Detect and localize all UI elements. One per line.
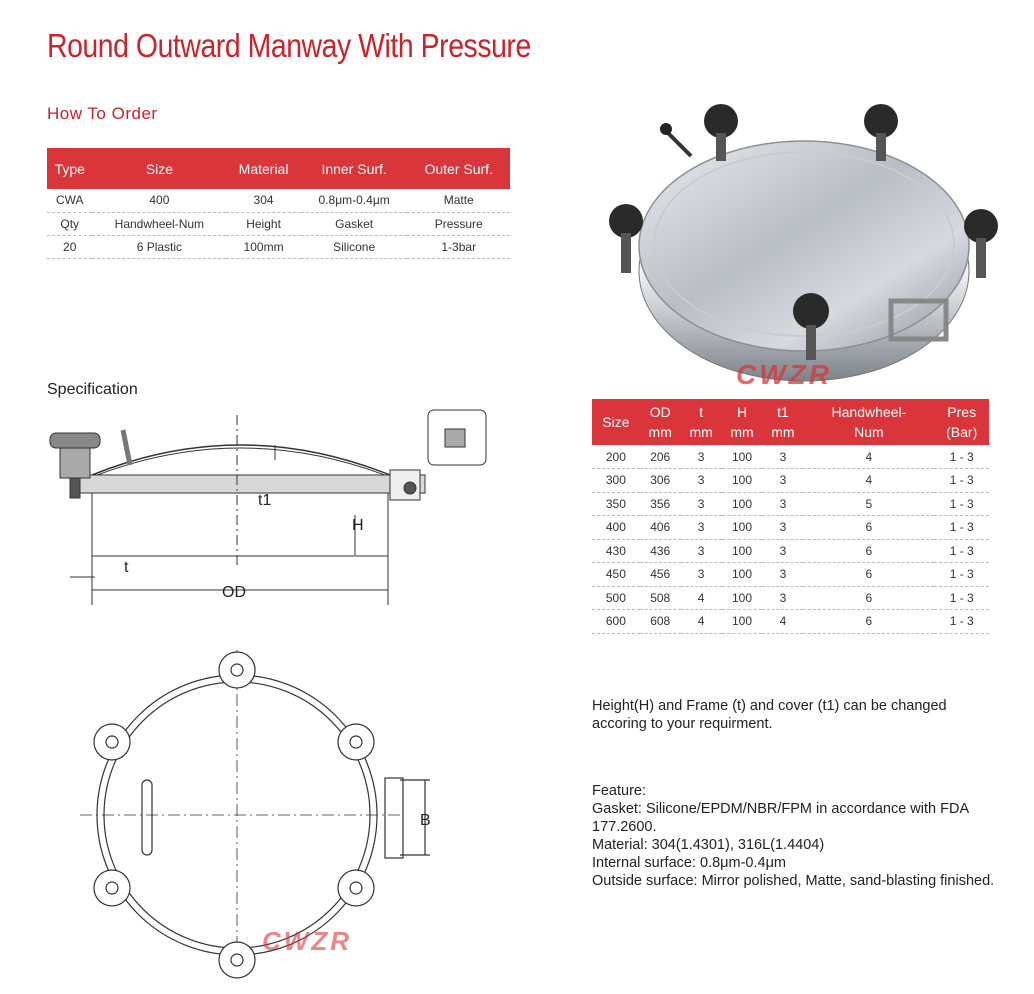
table-row [47,235,510,258]
table-cell: Silicone [301,235,408,258]
table-cell: Matte [407,189,510,212]
spec-table-header [592,399,989,445]
table-cell: 406 [640,516,681,540]
table-cell: 3 [681,492,722,516]
table-cell: 100 [722,563,763,587]
table-row [592,539,989,563]
table-cell: 430 [592,539,640,563]
table-cell: 100mm [226,235,301,258]
header-line: t [699,404,704,420]
table-cell: 6 [803,610,934,634]
feature-line: Outside surface: Mirror polished, Matte, sand-blasting finished. [592,873,995,889]
feature-line: Material: 304(1.4301), 316L(1.4404) [592,837,825,853]
label-h: H [352,517,364,534]
table-cell: 1 - 3 [934,516,989,540]
table-cell: 3 [762,492,803,516]
header-h [722,399,763,445]
header-line: (Bar) [946,424,978,440]
page-title: Round Outward Manway With Pressure [47,27,531,64]
table-cell: 5 [803,492,934,516]
header-line: mm [771,424,795,440]
table-cell: 1 - 3 [934,492,989,516]
header-size [592,399,640,445]
header-line: mm [730,424,754,440]
table-cell: 100 [722,586,763,610]
table-cell: 4 [681,586,722,610]
table-row [47,189,510,212]
header-line: t1 [777,404,789,420]
table-cell: 1 - 3 [934,586,989,610]
table-cell: 100 [722,445,763,469]
table-cell: 400 [92,189,226,212]
feature-line: Internal surface: 0.8μm-0.4μm [592,855,787,871]
table-cell: 600 [592,610,640,634]
table-cell: 6 Plastic [92,235,226,258]
table-cell: 3 [762,539,803,563]
table-cell: 0.8μm-0.4μm [301,189,408,212]
table-cell: 3 [681,469,722,493]
table-cell: 3 [762,586,803,610]
table-cell: 1 - 3 [934,563,989,587]
table-cell: 450 [592,563,640,587]
table-cell: 3 [762,516,803,540]
table-cell: 1 - 3 [934,469,989,493]
header-material: Material [226,148,301,189]
table-cell: 206 [640,445,681,469]
table-cell: 306 [640,469,681,493]
note-text: Height(H) and Frame (t) and cover (t1) can be changed accoring to your requirment. [592,698,947,732]
spec-table [592,399,989,634]
table-row [592,563,989,587]
table-cell: 3 [681,563,722,587]
header-t1 [762,399,803,445]
feature-line: Gasket: Silicone/EPDM/NBR/FPM in accordance with FDA 177.2600. [592,801,969,835]
table-row [592,445,989,469]
order-table-header [47,148,510,189]
how-to-order-heading: How To Order [47,104,158,123]
header-line: Size [602,414,630,430]
header-type: Type [47,148,92,189]
table-cell: 356 [640,492,681,516]
table-row [592,586,989,610]
header-size: Size [92,148,226,189]
table-cell: 6 [803,586,934,610]
header-line: H [736,404,748,420]
table-cell: 6 [803,563,934,587]
photo-watermark: CWZR [736,359,832,390]
label-b: B [420,812,431,829]
table-cell: 4 [803,469,934,493]
table-row [47,212,510,235]
table-cell: Pressure [407,212,510,235]
table-row [592,516,989,540]
header-line: Pres [947,404,977,420]
table-cell: 6 [803,539,934,563]
table-row [592,492,989,516]
table-cell: 4 [803,445,934,469]
header-line: mm [648,424,672,440]
table-cell: 100 [722,516,763,540]
header-t [681,399,722,445]
table-cell: Handwheel-Num [92,212,226,235]
header-outer-surf: Outer Surf. [407,148,510,189]
header-line: Handwheel- [831,404,907,420]
label-t1: t1 [258,492,272,509]
table-row [592,469,989,493]
manway-photo [596,96,1012,396]
table-cell: 4 [762,610,803,634]
table-cell: 1-3bar [407,235,510,258]
order-table [47,148,510,259]
header-pres [934,399,989,445]
table-cell: 608 [640,610,681,634]
table-cell: 3 [681,539,722,563]
table-cell: 100 [722,539,763,563]
table-cell: 1 - 3 [934,610,989,634]
table-cell: 1 - 3 [934,539,989,563]
table-cell: Gasket [301,212,408,235]
table-cell: 3 [681,445,722,469]
table-cell: 4 [681,610,722,634]
table-cell: 500 [592,586,640,610]
label-od: OD [222,584,246,601]
table-row [592,610,989,634]
table-cell: 436 [640,539,681,563]
feature-heading: Feature: [592,783,646,799]
header-od [640,399,681,445]
top-view-drawing [40,630,500,990]
table-cell: 3 [762,445,803,469]
label-t: t [124,559,129,576]
table-cell: 456 [640,563,681,587]
side-view-drawing [40,405,500,620]
drawing-watermark: CWZR [262,926,352,956]
table-cell: 100 [722,469,763,493]
table-cell: 3 [762,469,803,493]
table-cell: 350 [592,492,640,516]
table-cell: Height [226,212,301,235]
table-cell: 3 [681,516,722,540]
table-cell: 200 [592,445,640,469]
table-cell: 508 [640,586,681,610]
feature-section [592,782,1002,890]
table-cell: 100 [722,492,763,516]
table-cell: 400 [592,516,640,540]
header-line: OD [649,404,671,420]
specification-heading: Specification [47,381,138,398]
table-cell: 3 [762,563,803,587]
header-line: mm [689,424,713,440]
header-line: Num [854,424,884,440]
table-cell: Qty [47,212,92,235]
table-cell: 304 [226,189,301,212]
table-cell: CWA [47,189,92,212]
header-inner-surf: Inner Surf. [301,148,408,189]
table-cell: 300 [592,469,640,493]
table-cell: 1 - 3 [934,445,989,469]
table-cell: 20 [47,235,92,258]
header-handwheel [803,399,934,445]
table-cell: 6 [803,516,934,540]
table-cell: 100 [722,610,763,634]
